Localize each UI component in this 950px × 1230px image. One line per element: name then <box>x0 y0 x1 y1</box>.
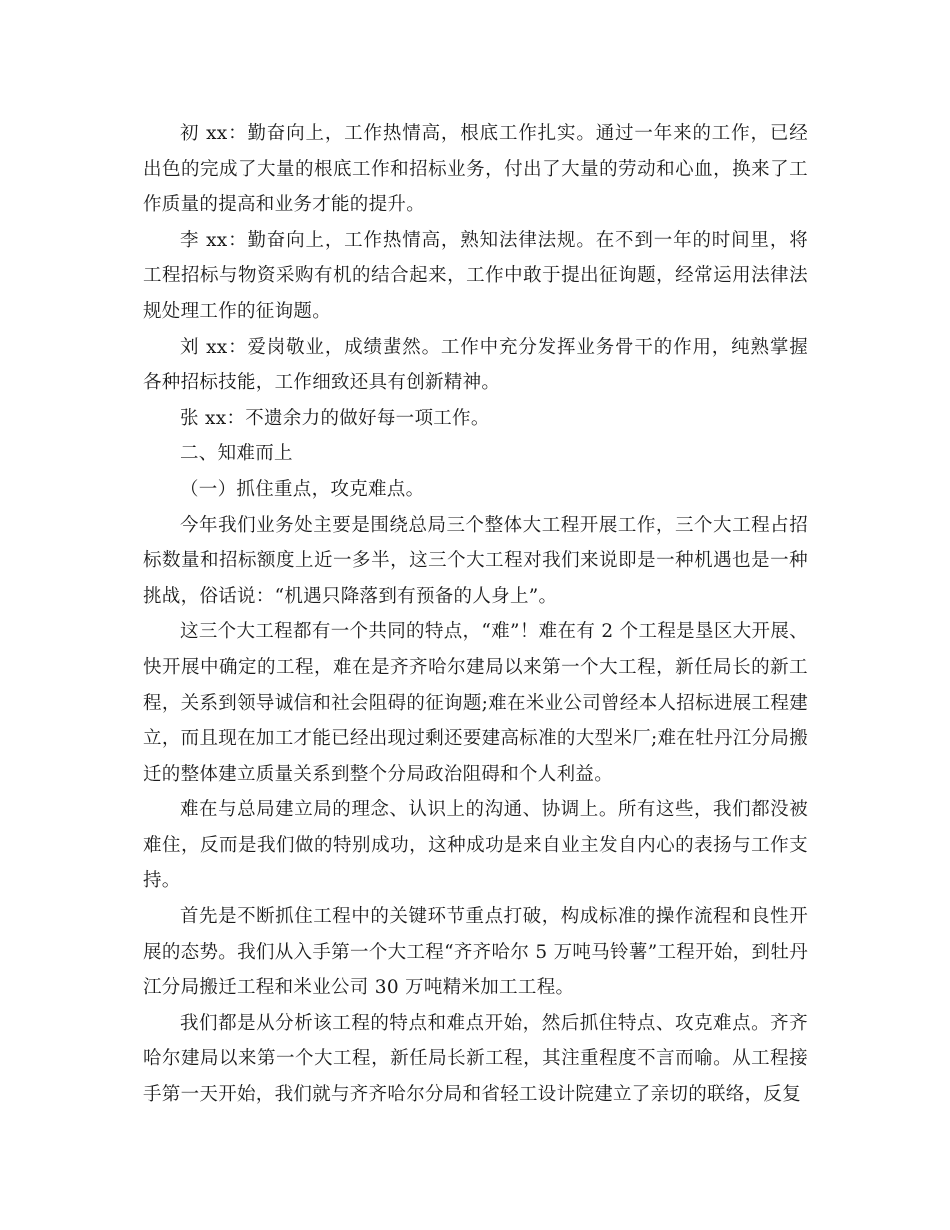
paragraph-key-links: 首先是不断抓住工程中的关键环节重点打破，构成标准的操作流程和良性开展的态势。我们从入手第一个大工程“齐齐哈尔 5 万吨马铃薯”工程开始，到牡丹江分局搬迁工程和米业公司 30 万吨精米加工工程。 <box>143 906 808 999</box>
paragraph-evaluation-zhang: 张 xx：不遗余力的做好每一项工作。 <box>180 407 490 429</box>
section-heading-2: 二、知难而上 <box>180 443 293 465</box>
subsection-heading-1: （一）抓住重点，攻克难点。 <box>180 478 425 500</box>
paragraph-evaluation-liu: 刘 xx：爱岗敬业，成绩蜚然。工作中充分发挥业务骨干的作用，纯熟掌握各种招标技能，工作细致还具有创新精神。 <box>143 336 808 394</box>
paragraph-three-projects: 今年我们业务处主要是围绕总局三个整体大工程开展工作，三个大工程占招标数量和招标额度上近一多半，这三个大工程对我们来说即是一种机遇也是一种挑战，俗话说：“机遇只降落到有预备的人身上”。 <box>143 514 808 607</box>
paragraph-analysis: 我们都是从分析该工程的特点和难点开始，然后抓住特点、攻克难点。齐齐哈尔建局以来第一个大工程，新任局长新工程，其注重程度不言而喻。从工程接手第一天开始，我们就与齐齐哈尔分局和省轻工设计院建立了亲切的联络，反复 <box>143 1012 808 1106</box>
paragraph-common-difficulty: 这三个大工程都有一个共同的特点，“难”！难在有 2 个工程是垦区大开展、快开展中确定的工程，难在是齐齐哈尔建局以来第一个大工程，新任局长的新工程，关系到领导诚信和社会阻碍的征询题;难在米业公司曾经本人招标进展工程建立，而且现在加工才能已经出现过剩还要建高标准的大型米厂;难在牡丹江分局搬迁的整体建立质量关系到整个分局政治阻碍和个人利益。 <box>143 621 808 785</box>
paragraph-evaluation-li: 李 xx：勤奋向上，工作热情高，熟知法律法规。在不到一年的时间里，将工程招标与物资采购有机的结合起来，工作中敢于提出征询题，经常运用法律法规处理工作的征询题。 <box>143 229 808 322</box>
paragraph-evaluation-chu: 初 xx：勤奋向上，工作热情高，根底工作扎实。通过一年来的工作，已经出色的完成了大量的根底工作和招标业务，付出了大量的劳动和心血，换来了工作质量的提高和业务才能的提升。 <box>143 123 808 216</box>
paragraph-communication: 难在与总局建立局的理念、认识上的沟通、协调上。所有这些，我们都没被难住，反而是我们做的特别成功，这种成功是来自业主发自内心的表扬与工作支持。 <box>143 799 808 892</box>
document-body <box>143 116 808 1113</box>
